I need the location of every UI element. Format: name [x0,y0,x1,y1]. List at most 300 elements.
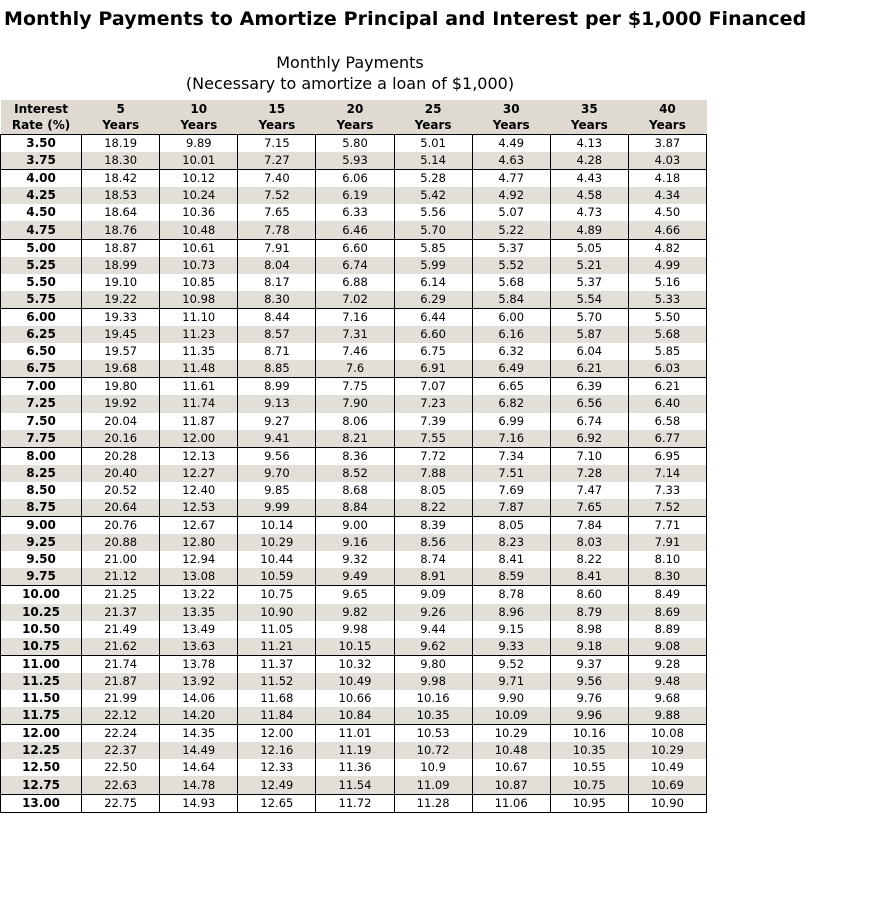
payment-cell: 8.69 [628,604,706,621]
payment-cell: 9.90 [472,690,550,707]
payment-cell: 7.34 [472,447,550,465]
payment-cell: 10.12 [160,170,238,188]
payment-cell: 11.87 [160,413,238,430]
payment-cell: 7.02 [316,291,394,309]
payment-cell: 8.36 [316,447,394,465]
payment-cell: 11.35 [160,343,238,360]
interest-rate-cell: 8.25 [1,465,82,482]
payment-cell: 8.98 [550,621,628,638]
payment-cell: 9.98 [394,673,472,690]
payment-cell: 10.66 [316,690,394,707]
payment-cell: 13.78 [160,655,238,673]
payment-cell: 14.64 [160,759,238,776]
payment-cell: 5.21 [550,257,628,274]
payment-cell: 12.80 [160,534,238,551]
payment-cell: 7.6 [316,360,394,378]
payment-cell: 8.44 [238,308,316,326]
payment-cell: 10.01 [160,152,238,170]
payment-cell: 6.19 [316,187,394,204]
interest-rate-cell: 9.50 [1,551,82,568]
payment-cell: 18.99 [82,257,160,274]
table-row [1,170,707,188]
payment-cell: 21.62 [82,638,160,656]
payment-cell: 9.56 [238,447,316,465]
table-row [1,257,707,274]
payment-cell: 10.75 [550,776,628,794]
payment-cell: 10.15 [316,638,394,656]
payment-cell: 4.92 [472,187,550,204]
payment-cell: 5.99 [394,257,472,274]
payment-cell: 20.88 [82,534,160,551]
payment-cell: 18.76 [82,221,160,239]
payment-cell: 6.21 [628,378,706,396]
payment-cell: 19.57 [82,343,160,360]
payment-cell: 7.47 [550,482,628,499]
table-row [1,465,707,482]
payment-cell: 6.06 [316,170,394,188]
payment-cell: 19.92 [82,395,160,412]
payment-cell: 21.37 [82,604,160,621]
table-row [1,638,707,656]
payment-cell: 18.64 [82,204,160,221]
payment-cell: 4.66 [628,221,706,239]
payment-cell: 8.17 [238,274,316,291]
payment-cell: 22.12 [82,707,160,725]
payment-cell: 5.42 [394,187,472,204]
payment-cell: 5.68 [472,274,550,291]
table-subtitle: Monthly Payments [276,53,424,72]
payment-cell: 11.28 [394,794,472,812]
payment-cell: 6.49 [472,360,550,378]
payment-cell: 10.87 [472,776,550,794]
payment-cell: 9.62 [394,638,472,656]
interest-rate-cell: 11.50 [1,690,82,707]
payment-cell: 8.79 [550,604,628,621]
table-row [1,447,707,465]
payment-cell: 8.41 [550,568,628,586]
payment-cell: 11.84 [238,707,316,725]
payment-cell: 20.16 [82,430,160,448]
payment-cell: 11.09 [394,776,472,794]
payment-cell: 6.03 [628,360,706,378]
payment-cell: 9.16 [316,534,394,551]
payment-cell: 10.09 [472,707,550,725]
payment-cell: 10.24 [160,187,238,204]
payment-cell: 8.05 [472,517,550,535]
payment-cell: 7.14 [628,465,706,482]
interest-rate-cell: 10.25 [1,604,82,621]
payment-cell: 6.04 [550,343,628,360]
payment-cell: 6.88 [316,274,394,291]
payment-cell: 20.40 [82,465,160,482]
payment-cell: 9.26 [394,604,472,621]
payment-cell: 19.33 [82,308,160,326]
payment-cell: 13.63 [160,638,238,656]
payment-cell: 10.49 [316,673,394,690]
payment-cell: 5.85 [394,239,472,257]
payment-cell: 5.70 [550,308,628,326]
payment-cell: 10.9 [394,759,472,776]
payment-cell: 18.19 [82,135,160,153]
payment-cell: 10.29 [472,725,550,743]
payment-cell: 3.87 [628,135,706,153]
payment-cell: 22.63 [82,776,160,794]
payment-cell: 8.74 [394,551,472,568]
payment-cell: 11.52 [238,673,316,690]
payment-cell: 5.22 [472,221,550,239]
payment-cell: 9.08 [628,638,706,656]
payment-cell: 18.87 [82,239,160,257]
payment-cell: 10.90 [238,604,316,621]
payment-cell: 4.77 [472,170,550,188]
payment-cell: 11.54 [316,776,394,794]
table-row [1,534,707,551]
table-row [1,378,707,396]
payment-cell: 7.10 [550,447,628,465]
payment-cell: 6.29 [394,291,472,309]
payment-cell: 7.31 [316,326,394,343]
table-row [1,690,707,707]
interest-rate-cell: 7.75 [1,430,82,448]
payment-cell: 7.27 [238,152,316,170]
interest-rate-cell: 7.50 [1,413,82,430]
interest-rate-cell: 4.50 [1,204,82,221]
table-row [1,187,707,204]
table-row [1,759,707,776]
table-row [1,568,707,586]
payment-cell: 10.85 [160,274,238,291]
payment-cell: 7.88 [394,465,472,482]
payment-cell: 4.63 [472,152,550,170]
table-row [1,725,707,743]
payment-cell: 7.65 [550,499,628,517]
payment-cell: 7.28 [550,465,628,482]
column-header-25-years: 25 Years [394,100,472,135]
payment-cell: 12.16 [238,742,316,759]
payment-cell: 10.16 [394,690,472,707]
payment-cell: 5.68 [628,326,706,343]
payment-cell: 5.87 [550,326,628,343]
payment-cell: 22.75 [82,794,160,812]
payment-cell: 11.74 [160,395,238,412]
payment-cell: 11.36 [316,759,394,776]
column-header-20-years: 20 Years [316,100,394,135]
payment-cell: 7.75 [316,378,394,396]
interest-rate-cell: 7.00 [1,378,82,396]
payment-cell: 4.49 [472,135,550,153]
payment-cell: 10.61 [160,239,238,257]
payment-cell: 14.20 [160,707,238,725]
payment-cell: 10.98 [160,291,238,309]
payment-cell: 10.73 [160,257,238,274]
payment-cell: 7.23 [394,395,472,412]
payment-cell: 7.46 [316,343,394,360]
payment-cell: 10.84 [316,707,394,725]
payment-cell: 11.23 [160,326,238,343]
payment-cell: 13.49 [160,621,238,638]
payment-cell: 9.68 [628,690,706,707]
payment-cell: 9.15 [472,621,550,638]
payment-cell: 5.16 [628,274,706,291]
payment-cell: 12.00 [160,430,238,448]
payment-cell: 14.35 [160,725,238,743]
payment-cell: 20.04 [82,413,160,430]
payment-cell: 6.21 [550,360,628,378]
payment-cell: 19.68 [82,360,160,378]
payment-cell: 8.85 [238,360,316,378]
interest-rate-cell: 12.75 [1,776,82,794]
column-header-10-years: 10 Years [160,100,238,135]
payment-cell: 8.22 [550,551,628,568]
interest-rate-cell: 5.25 [1,257,82,274]
payment-cell: 5.07 [472,204,550,221]
column-header-30-years: 30 Years [472,100,550,135]
payment-cell: 6.14 [394,274,472,291]
table-row [1,776,707,794]
payment-cell: 13.22 [160,586,238,604]
payment-cell: 14.06 [160,690,238,707]
payment-cell: 12.49 [238,776,316,794]
payment-cell: 19.45 [82,326,160,343]
payment-cell: 8.78 [472,586,550,604]
payment-cell: 20.76 [82,517,160,535]
payment-cell: 12.94 [160,551,238,568]
payment-cell: 5.52 [472,257,550,274]
payment-cell: 7.72 [394,447,472,465]
payment-cell: 21.12 [82,568,160,586]
payment-cell: 7.78 [238,221,316,239]
payment-cell: 7.71 [628,517,706,535]
payment-cell: 18.30 [82,152,160,170]
table-row [1,517,707,535]
table-row [1,742,707,759]
table-row [1,308,707,326]
table-row [1,274,707,291]
payment-cell: 10.67 [472,759,550,776]
payment-cell: 8.84 [316,499,394,517]
payment-cell: 13.08 [160,568,238,586]
payment-cell: 11.61 [160,378,238,396]
payment-cell: 6.33 [316,204,394,221]
payment-cell: 6.92 [550,430,628,448]
payment-cell: 4.89 [550,221,628,239]
payment-cell: 5.85 [628,343,706,360]
payment-cell: 9.82 [316,604,394,621]
payment-cell: 8.05 [394,482,472,499]
payment-cell: 10.08 [628,725,706,743]
payment-cell: 21.99 [82,690,160,707]
payment-cell: 8.52 [316,465,394,482]
payment-cell: 10.14 [238,517,316,535]
payment-cell: 7.16 [472,430,550,448]
header-row [1,100,707,135]
payment-cell: 21.87 [82,673,160,690]
payment-cell: 11.72 [316,794,394,812]
payment-cell: 8.99 [238,378,316,396]
payment-cell: 8.96 [472,604,550,621]
payment-cell: 4.43 [550,170,628,188]
payment-cell: 5.05 [550,239,628,257]
payment-cell: 7.52 [238,187,316,204]
payment-cell: 13.35 [160,604,238,621]
interest-rate-cell: 5.00 [1,239,82,257]
payment-cell: 9.96 [550,707,628,725]
payment-cell: 14.49 [160,742,238,759]
payment-cell: 10.69 [628,776,706,794]
payment-cell: 4.58 [550,187,628,204]
payment-cell: 9.80 [394,655,472,673]
interest-rate-cell: 12.25 [1,742,82,759]
payment-cell: 7.16 [316,308,394,326]
payment-cell: 12.27 [160,465,238,482]
payment-cell: 7.33 [628,482,706,499]
payment-cell: 10.16 [550,725,628,743]
payment-cell: 9.00 [316,517,394,535]
interest-rate-cell: 4.00 [1,170,82,188]
payment-cell: 9.89 [160,135,238,153]
column-header-15-years: 15 Years [238,100,316,135]
interest-rate-cell: 4.25 [1,187,82,204]
payment-cell: 10.49 [628,759,706,776]
table-row [1,221,707,239]
payment-cell: 9.18 [550,638,628,656]
payment-cell: 5.14 [394,152,472,170]
interest-rate-cell: 6.50 [1,343,82,360]
payment-cell: 11.05 [238,621,316,638]
payment-cell: 9.37 [550,655,628,673]
payment-cell: 11.37 [238,655,316,673]
payment-cell: 9.71 [472,673,550,690]
table-row [1,586,707,604]
interest-rate-cell: 10.75 [1,638,82,656]
interest-rate-cell: 10.50 [1,621,82,638]
payment-cell: 4.28 [550,152,628,170]
payment-cell: 6.77 [628,430,706,448]
table-row [1,794,707,812]
payment-cell: 6.56 [550,395,628,412]
payment-cell: 7.40 [238,170,316,188]
payment-cell: 10.35 [550,742,628,759]
payment-cell: 7.69 [472,482,550,499]
table-row [1,655,707,673]
payment-cell: 10.29 [628,742,706,759]
payment-cell: 6.82 [472,395,550,412]
payment-cell: 11.06 [472,794,550,812]
payment-cell: 14.93 [160,794,238,812]
payment-cell: 8.30 [628,568,706,586]
payment-cell: 8.57 [238,326,316,343]
payment-cell: 7.87 [472,499,550,517]
payment-cell: 8.59 [472,568,550,586]
amortization-table [0,100,707,813]
table-row [1,204,707,221]
payment-cell: 13.92 [160,673,238,690]
payment-cell: 9.65 [316,586,394,604]
interest-rate-cell: 11.00 [1,655,82,673]
payment-cell: 6.39 [550,378,628,396]
payment-cell: 7.91 [238,239,316,257]
payment-cell: 7.07 [394,378,472,396]
payment-cell: 8.10 [628,551,706,568]
payment-cell: 7.91 [628,534,706,551]
payment-cell: 10.59 [238,568,316,586]
interest-rate-cell: 7.25 [1,395,82,412]
payment-cell: 4.13 [550,135,628,153]
payment-cell: 10.95 [550,794,628,812]
payment-cell: 12.13 [160,447,238,465]
table-row [1,291,707,309]
payment-cell: 8.68 [316,482,394,499]
payment-cell: 10.36 [160,204,238,221]
payment-cell: 9.52 [472,655,550,673]
payment-cell: 18.42 [82,170,160,188]
payment-cell: 4.82 [628,239,706,257]
payment-cell: 22.50 [82,759,160,776]
interest-rate-cell: 10.00 [1,586,82,604]
payment-cell: 5.50 [628,308,706,326]
payment-cell: 19.80 [82,378,160,396]
payment-cell: 9.32 [316,551,394,568]
payment-cell: 9.13 [238,395,316,412]
payment-cell: 9.88 [628,707,706,725]
payment-cell: 5.70 [394,221,472,239]
payment-cell: 8.56 [394,534,472,551]
payment-cell: 9.98 [316,621,394,638]
interest-rate-cell: 6.00 [1,308,82,326]
payment-cell: 6.32 [472,343,550,360]
payment-cell: 7.52 [628,499,706,517]
payment-cell: 8.49 [628,586,706,604]
payment-cell: 20.52 [82,482,160,499]
interest-rate-cell: 6.25 [1,326,82,343]
payment-cell: 5.56 [394,204,472,221]
payment-cell: 4.03 [628,152,706,170]
payment-cell: 6.95 [628,447,706,465]
payment-cell: 21.74 [82,655,160,673]
payment-cell: 9.28 [628,655,706,673]
payment-cell: 5.37 [550,274,628,291]
payment-cell: 6.74 [550,413,628,430]
payment-cell: 6.16 [472,326,550,343]
payment-cell: 7.55 [394,430,472,448]
payment-cell: 12.67 [160,517,238,535]
interest-rate-cell: 9.75 [1,568,82,586]
payment-cell: 12.40 [160,482,238,499]
payment-cell: 10.35 [394,707,472,725]
payment-cell: 11.68 [238,690,316,707]
payment-cell: 8.91 [394,568,472,586]
payment-cell: 4.50 [628,204,706,221]
table-row [1,135,707,153]
payment-cell: 11.19 [316,742,394,759]
payment-cell: 8.06 [316,413,394,430]
payment-cell: 12.33 [238,759,316,776]
payment-cell: 8.30 [238,291,316,309]
column-header-5-years: 5 Years [82,100,160,135]
payment-cell: 8.71 [238,343,316,360]
payment-cell: 6.60 [394,326,472,343]
payment-cell: 7.15 [238,135,316,153]
interest-rate-cell: 11.25 [1,673,82,690]
payment-cell: 21.49 [82,621,160,638]
interest-rate-cell: 8.75 [1,499,82,517]
payment-cell: 4.34 [628,187,706,204]
table-row [1,673,707,690]
payment-cell: 8.41 [472,551,550,568]
payment-cell: 7.84 [550,517,628,535]
payment-cell: 11.10 [160,308,238,326]
payment-cell: 8.39 [394,517,472,535]
